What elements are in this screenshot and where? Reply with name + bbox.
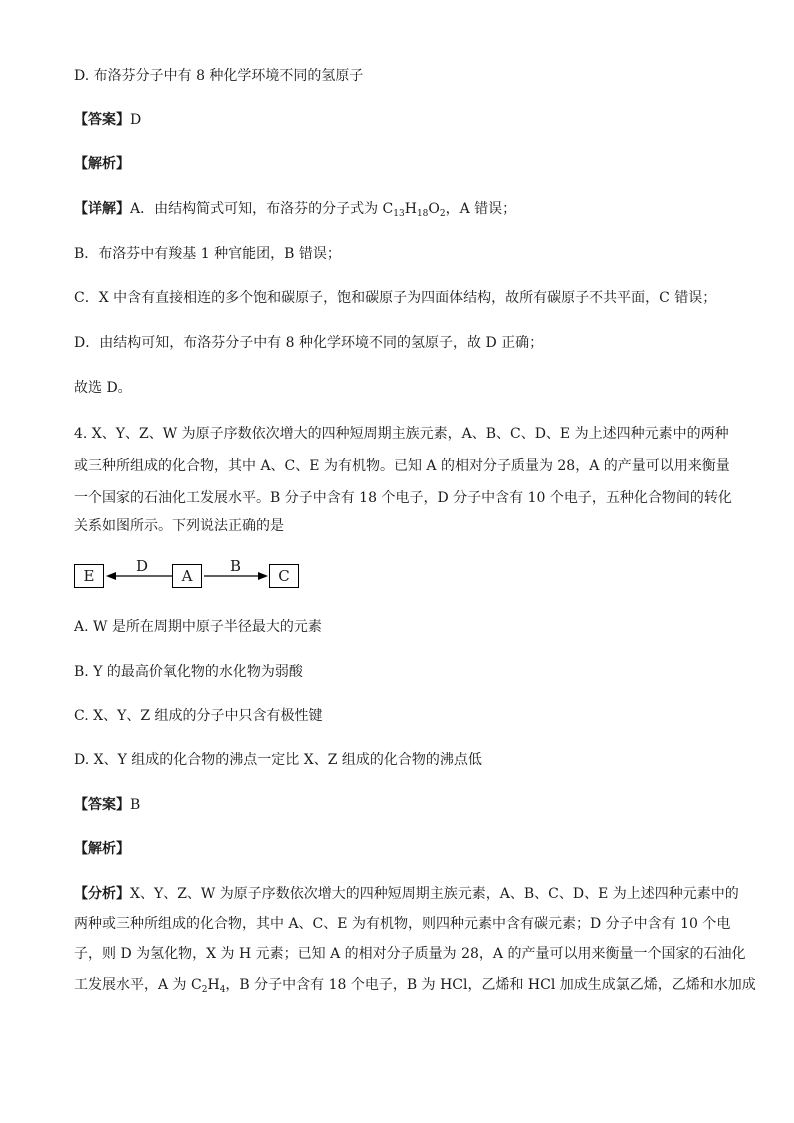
detail-a-text: H	[404, 201, 417, 217]
q4-analysis-line-4	[74, 975, 756, 995]
detail-a-text: O	[428, 201, 440, 217]
q4-analysis-tag: 【解析】	[74, 841, 130, 857]
q3-detail-d: D．由结构可知，布洛芬分子中有 8 种化学环境不同的氢原子，故 D 正确；	[74, 335, 544, 351]
q4-stem-line-4: 关系如图所示。下列说法正确的是	[74, 518, 284, 534]
analysis-sub-tag: 【分析】	[74, 886, 130, 902]
compound-e-box: E	[74, 564, 104, 588]
q4-analysis-line-3: 子，则 D 为氢化物，X 为 H 元素；已知 A 的相对分子质量为 28，A 的产量可以用来衡量一个国家的石油化	[74, 946, 746, 962]
q4-answer	[74, 795, 140, 815]
subscript: 13	[393, 209, 405, 219]
answer-tag: 【答案】	[74, 112, 130, 128]
detail-a-text: ，A 错误；	[445, 201, 517, 217]
detail-a-text: A．由结构简式可知，布洛芬的分子式为 C	[130, 201, 394, 217]
subscript: 4	[219, 985, 226, 995]
q4-option-c: C. X、Y、Z 组成的分子中只含有极性键	[74, 708, 323, 724]
analysis-text: H	[207, 977, 220, 993]
q3-analysis-tag: 【解析】	[74, 156, 130, 172]
arrowhead-e	[106, 572, 116, 580]
q4-analysis-line-1	[74, 884, 739, 904]
compound-a-box: A	[172, 564, 202, 588]
compound-c-box: C	[269, 564, 299, 588]
q4-stem-line-1: 4. X、Y、Z、W 为原子序数依次增大的四种短周期主族元素，A、B、C、D、E 为上述四种元素中的两种	[74, 426, 729, 442]
answer-value: D	[130, 112, 142, 128]
q3-detail-b: B．布洛芬中有羧基 1 种官能团，B 错误；	[74, 246, 341, 262]
q3-detail-c: C．X 中含有直接相连的多个饱和碳原子，饱和碳原子为四面体结构，故所有碳原子不共平面，C 错误；	[74, 290, 717, 306]
arrowhead-c	[258, 572, 268, 580]
q4-analysis-line-2: 两种或三种所组成的化合物，其中 A、C、E 为有机物，则四种元素中含有碳元素；D 分子中含有 10 个电	[74, 916, 731, 932]
q4-option-d: D. X、Y 组成的化合物的沸点一定比 X、Z 组成的化合物的沸点低	[74, 752, 482, 768]
q3-option-d: D. 布洛芬分子中有 8 种化学环境不同的氢原子	[74, 68, 364, 84]
q4-stem-line-3: 一个国家的石油化工发展水平。B 分子中含有 18 个电子，D 分子中含有 10 个电子，五种化合物间的转化	[74, 490, 732, 506]
analysis-text: ，B 分子中含有 18 个电子，B 为 HCl，乙烯和 HCl 加成生成氯乙烯，乙烯和水加成	[225, 977, 756, 993]
answer-value: B	[130, 797, 141, 813]
detail-tag: 【详解】	[74, 201, 130, 217]
q4-option-a: A. W 是所在周期中原子半径最大的元素	[74, 619, 322, 635]
subscript: 18	[416, 209, 429, 219]
analysis-text: X、Y、Z、W 为原子序数依次增大的四种短周期主族元素，A、B、C、D、E 为上述四种元素中的	[130, 886, 739, 902]
answer-tag: 【答案】	[74, 797, 130, 813]
subscript: 2	[201, 985, 208, 995]
arrow-label-d: D	[136, 557, 149, 575]
analysis-text: 工发展水平，A 为 C	[74, 977, 202, 993]
arrow-label-b: B	[230, 557, 242, 575]
q3-conclusion: 故选 D。	[74, 380, 132, 396]
q4-option-b: B. Y 的最高价氧化物的水化物为弱酸	[74, 664, 303, 680]
q4-stem-line-2: 或三种所组成的化合物，其中 A、C、E 为有机物。已知 A 的相对分子质量为 28，A 的产量可以用来衡量	[74, 458, 730, 474]
subscript: 2	[439, 209, 446, 219]
